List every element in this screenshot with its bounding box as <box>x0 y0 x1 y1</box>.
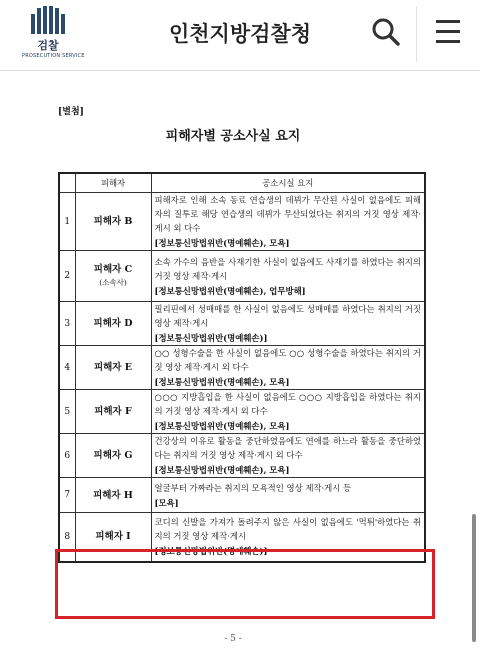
victim-name: 피해자 E <box>93 362 133 373</box>
logo-subtext: PROSECUTION SERVICE <box>22 53 85 59</box>
victim-name: 피해자 H <box>93 489 133 501</box>
victim-cell <box>75 193 151 251</box>
summary-table <box>58 172 426 563</box>
summary-text: 건강상의 이유로 활동을 중단하였음에도 연애를 하느라 활동을 중단하였다는 취지의 거짓 영상 제작·게시 외 다수 <box>154 436 421 460</box>
law-citation: [정보통신망법위반(명예훼손), 모욕] <box>154 421 290 431</box>
law-citation: [모욕] <box>154 497 179 508</box>
victim-cell <box>75 478 151 513</box>
row-number: 7 <box>59 478 75 513</box>
row-number: 5 <box>59 390 75 434</box>
law-citation: [정보통신망법위반(명예훼손), 업무방해] <box>154 285 306 296</box>
table-row <box>59 390 425 434</box>
site-title[interactable]: 인천지방검찰청 <box>168 22 311 46</box>
highlight-box <box>55 549 435 619</box>
victim-cell <box>75 390 151 434</box>
page-number: - 5 - <box>224 634 242 644</box>
law-citation: [정보통신망법위반(명예훼손), 모욕] <box>154 465 290 475</box>
document-title: 피해자별 공소사실 요지 <box>165 129 301 144</box>
table-row <box>59 302 425 346</box>
summary-text: 필리핀에서 성매매를 한 사실이 없음에도 성매매를 하였다는 취지의 거짓 영상 제작·게시 <box>154 304 421 328</box>
table-row <box>59 251 425 302</box>
summary-cell <box>151 251 425 302</box>
summary-cell <box>151 302 425 346</box>
victim-cell <box>75 346 151 390</box>
row-number: 2 <box>59 251 75 302</box>
row-number: 3 <box>59 302 75 346</box>
victim-note: (소속사) <box>99 278 127 287</box>
table-row <box>59 434 425 478</box>
row-number: 8 <box>59 513 75 562</box>
victim-name: 피해자 D <box>93 318 133 329</box>
summary-cell <box>151 346 425 390</box>
column-header-summary: 공소시실 요지 <box>151 173 425 193</box>
header-divider <box>416 6 417 62</box>
summary-cell <box>151 390 425 434</box>
column-header-victim: 피해자 <box>75 173 151 193</box>
victim-cell <box>75 302 151 346</box>
victim-name: 피해자 F <box>94 406 132 417</box>
attachment-tag: [별첨] <box>58 107 84 117</box>
summary-cell <box>151 434 425 478</box>
prosecution-logo[interactable] <box>22 6 85 64</box>
summary-cell <box>151 478 425 513</box>
victim-name: 피해자 G <box>93 450 133 461</box>
search-icon <box>366 12 406 52</box>
scrollbar[interactable] <box>472 514 476 642</box>
column-header-number <box>59 173 75 193</box>
row-number: 4 <box>59 346 75 390</box>
summary-cell <box>151 193 425 251</box>
victim-name: 피해자 C <box>93 264 133 275</box>
menu-button[interactable] <box>428 12 468 52</box>
table-row <box>59 478 425 513</box>
logo-text: 검찰 <box>37 39 59 52</box>
victim-name: 피해자 I <box>95 531 131 543</box>
law-citation: [정보통신망법위반(명예훼손)] <box>154 546 268 557</box>
table-row <box>59 193 425 251</box>
summary-text: 얼굴부터 가짜라는 취지의 모욕적인 영상 제작·게시 등 <box>154 482 352 493</box>
law-citation: [정보통신망법위반(명예훼손)] <box>154 333 268 343</box>
row-number: 1 <box>59 193 75 251</box>
law-citation: [정보통신망법위반(명예훼손), 모욕] <box>154 377 290 387</box>
summary-text: 소속 가수의 음반을 사재기한 사실이 없음에도 사재기를 하였다는 취지의 거짓 영상 제작·게시 <box>154 256 421 281</box>
victim-cell <box>75 251 151 302</box>
summary-text: ○○ 성형수술을 한 사실이 없음에도 ○○ 성형수술을 하였다는 취지의 거짓 영상 제작·게시 외 다수 <box>154 348 421 372</box>
table-row <box>59 346 425 390</box>
summary-text: 피해자로 인해 소속 동료 연습생의 데뷔가 무산된 사실이 없음에도 피해자의 질투로 해당 연습생의 데뷔가 무산되었다는 취지의 거짓 영상 제작·게시 외 다수 <box>154 195 421 233</box>
law-citation: [정보통신망법위반(명예훼손), 모욕] <box>154 238 290 248</box>
victim-name: 피해자 B <box>93 216 133 227</box>
row-number: 6 <box>59 434 75 478</box>
victim-cell <box>75 434 151 478</box>
logo-emblem-icon <box>22 6 74 34</box>
table-header-row <box>59 173 425 193</box>
summary-text: 코디의 신발을 가져가 돌려주지 않은 사실이 없음에도 '먹튀'하였다는 취지의 거짓 영상 제작·게시 <box>154 517 421 542</box>
search-button[interactable] <box>366 12 406 52</box>
site-header <box>0 0 480 71</box>
summary-text: ○○○ 지방흡입을 한 사실이 없음에도 ○○○ 지방흡입을 하였다는 취지의 거짓 영상 제작·게시 외 다수 <box>154 392 421 416</box>
